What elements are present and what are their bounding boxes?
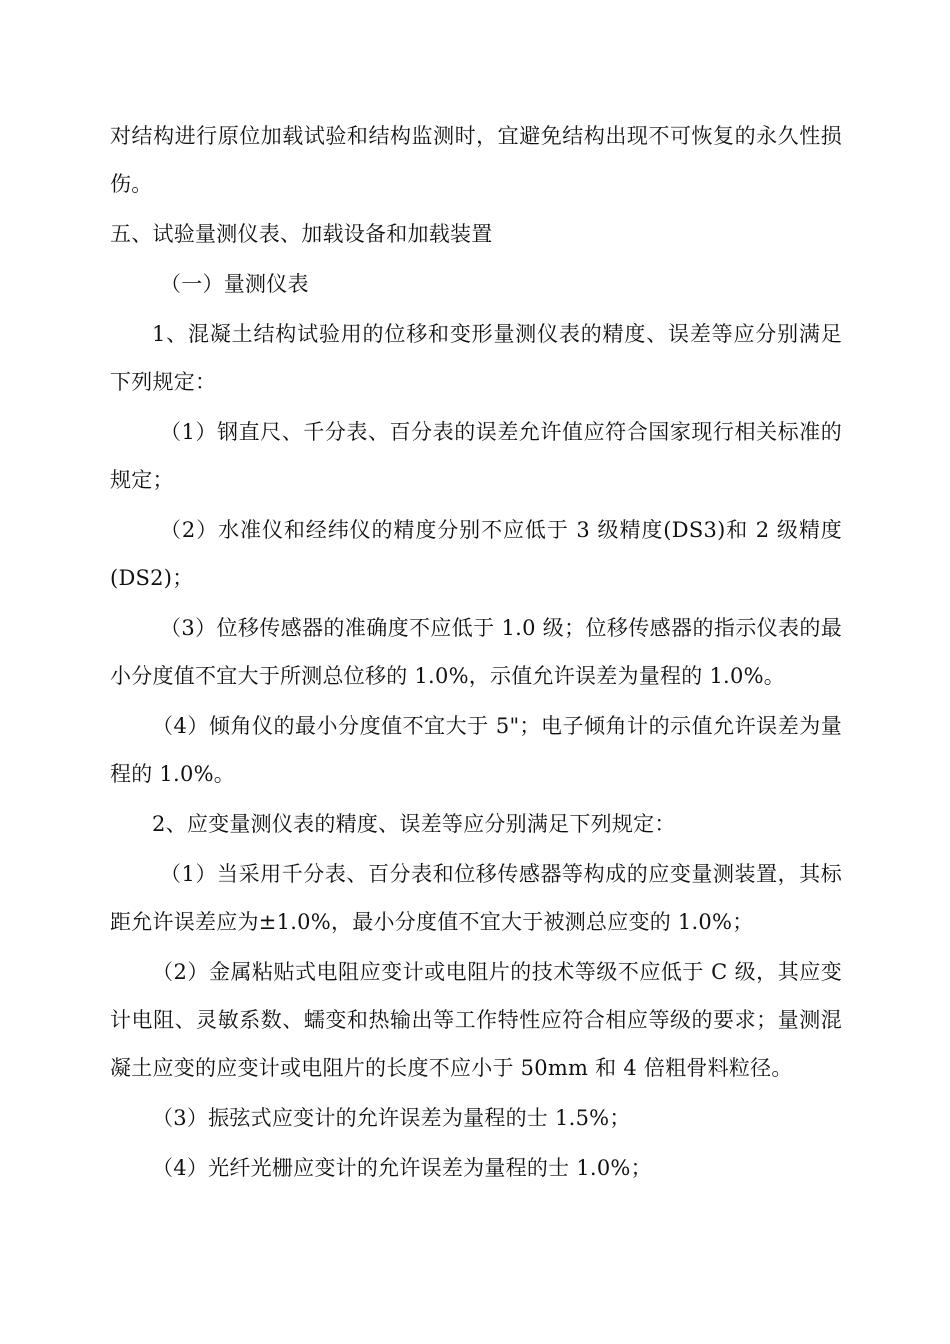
list-item-steel-ruler: （1）钢直尺、千分表、百分表的误差允许值应符合国家现行相关标准的规定；	[110, 420, 842, 492]
list-item-displacement-sensor: （3）位移传感器的准确度不应低于 1.0 级；位移传感器的指示仪表的最小分度值不宜大于所测总位移的 1.0%，示值允许误差为量程的 1.0%。	[110, 616, 842, 688]
paragraph-structural-damage: 对结构进行原位加载试验和结构监测时，宜避免结构出现不可恢复的永久性损伤。	[110, 124, 842, 196]
list-item-resistance-strain-gauge: （2）金属粘贴式电阻应变计或电阻片的技术等级不应低于 C 级，其应变计电阻、灵敏系数、蠕变和热输出等工作特性应符合相应等级的要求；量测混凝土应变的应变计或电阻片的长度不应小于 50mm 和 4 倍粗骨料粒径。	[110, 960, 842, 1080]
paragraph-strain-instruments: 2、应变量测仪表的精度、误差等应分别满足下列规定：	[152, 812, 676, 836]
list-item-vibrating-wire-gauge: （3）振弦式应变计的允许误差为量程的士 1.5%；	[152, 1106, 631, 1130]
list-item-fiber-grating-gauge: （4）光纤光栅应变计的允许误差为量程的士 1.0%；	[152, 1156, 652, 1180]
subsection-heading-measuring-instruments: （一）量测仪表	[160, 272, 309, 296]
section-heading-instruments-equipment: 五、试验量测仪表、加载设备和加载装置	[110, 222, 493, 246]
list-item-inclinometer: （4）倾角仪的最小分度值不宜大于 5"；电子倾角计的示值允许误差为量程的 1.0%。	[110, 714, 842, 786]
list-item-level-theodolite: （2）水准仪和经纬仪的精度分别不应低于 3 级精度(DS3)和 2 级精度(DS2)；	[110, 518, 842, 590]
list-item-strain-device: （1）当采用千分表、百分表和位移传感器等构成的应变量测装置，其标距允许误差应为±1.0%，最小分度值不宜大于被测总应变的 1.0%；	[110, 862, 842, 934]
paragraph-displacement-instruments: 1、混凝土结构试验用的位移和变形量测仪表的精度、误差等应分别满足下列规定：	[110, 322, 842, 394]
document-body	[110, 112, 842, 1194]
